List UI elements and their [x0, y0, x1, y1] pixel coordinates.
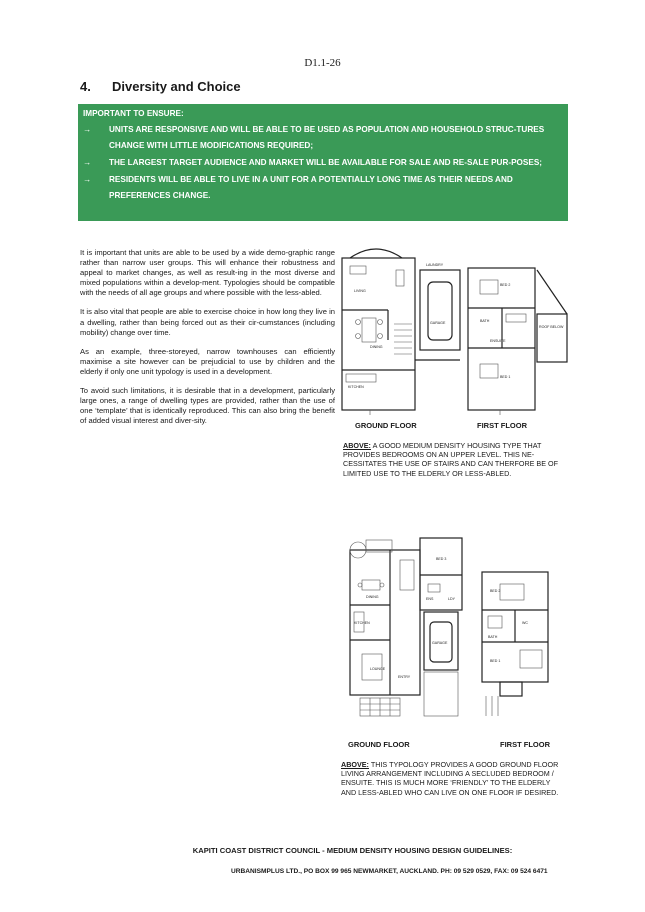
label-bath: BATH	[488, 635, 498, 639]
caption-text: A GOOD MEDIUM DENSITY HOUSING TYPE THAT PROVIDES BEDROOMS ON AN UPPER LEVEL. THIS NE-CESSITATES THE USE OF STAIRS AND CAN THERFORE BE OF LIMITED USE TO THE ELDERLY OR LESS-ABLED.	[343, 441, 558, 478]
label-kitchen: KITCHEN	[348, 385, 364, 389]
section-number: 4.	[80, 79, 91, 94]
plan2-caption	[341, 760, 565, 797]
page-number: D1.1-26	[304, 57, 341, 69]
label-living: LIVING	[354, 289, 366, 293]
paragraph: To avoid such limitations, it is desirable that in a development, particularly large ones, a range of dwelling types are provided, rather than the use of one ‘template’ that is identically reproduced. This can also bring the benefit of added visual interest and diver-sity.	[80, 386, 335, 426]
plan1-caption	[343, 441, 575, 478]
ground-floor-label: GROUND FLOOR	[348, 740, 410, 749]
callout-bullet-text: UNITS ARE RESPONSIVE AND WILL BE ABLE TO BE USED AS POPULATION AND HOUSEHOLD STRUC-TURES CHANGE WITH LITTLE MODIFICATIONS REQUIRED;	[109, 125, 545, 150]
label-bed1: BED 1	[500, 375, 511, 379]
floor-plan-townhouse-drawing	[340, 240, 570, 415]
label-bed3: BED 3	[436, 557, 447, 561]
footer-address: URBANISMPLUS LTD., PO BOX 99 965 NEWMARKET, AUCKLAND. PH: 09 529 0529, FAX: 09 524 6471	[231, 868, 548, 875]
paragraph: It is also vital that people are able to exercise choice in how long they live in a dwelling, rather than being forced out as their cir-cumstances (including mobility) change over time.	[80, 307, 335, 337]
callout-bullet-text: THE LARGEST TARGET AUDIENCE AND MARKET WILL BE AVAILABLE FOR SALE AND RE-SALE PUR-POSES;	[109, 158, 543, 167]
caption-text: THIS TYPOLOGY PROVIDES A GOOD GROUND FLOOR LIVING ARRANGEMENT INCLUDING A SECLUDED BEDROOM / ENSUITE. THIS IS MUCH MORE ‘FRIENDLY’ TO THE ELDERLY AND LESS-ABLED WHO CAN LIVE ON ONE FLOOR IF DESIRED.	[341, 760, 559, 797]
label-bath: BATH	[480, 319, 490, 323]
arrow-right-icon: →	[83, 175, 92, 184]
section-heading: Diversity and Choice	[112, 79, 241, 94]
label-wc: WC	[522, 621, 528, 625]
floor-plan-townhouse	[340, 240, 570, 415]
label-bed2: BED 2	[490, 589, 501, 593]
first-floor-label: FIRST FLOOR	[500, 740, 550, 749]
footer-title: KAPITI COAST DISTRICT COUNCIL - MEDIUM DENSITY HOUSING DESIGN GUIDELINES:	[192, 846, 513, 855]
label-bed1: BED 1	[490, 659, 501, 663]
section-title	[80, 79, 241, 94]
label-dining: DINING	[366, 595, 379, 599]
floor-plan-ground-bedroom-drawing	[340, 520, 555, 720]
caption-lead: ABOVE:	[343, 441, 371, 450]
label-roof-below: ROOF BELOW	[539, 325, 564, 329]
label-bed2: BED 2	[500, 283, 511, 287]
body-text	[80, 248, 335, 435]
label-garage: GARAGE	[430, 321, 446, 325]
label-ens: ENS	[426, 597, 434, 601]
arrow-right-icon: →	[83, 125, 92, 134]
important-callout	[78, 104, 568, 221]
label-entry: ENTRY	[398, 675, 411, 679]
label-laundry: LAUNDRY	[426, 263, 444, 267]
caption-lead: ABOVE:	[341, 760, 369, 769]
callout-heading: IMPORTANT TO ENSURE:	[83, 109, 184, 118]
label-ensuite: ENSUITE	[490, 339, 506, 343]
label-ldy: LDY	[448, 597, 455, 601]
label-kitchen: KITCHEN	[354, 621, 370, 625]
ground-floor-label: GROUND FLOOR	[355, 421, 417, 430]
callout-bullet-text: RESIDENTS WILL BE ABLE TO LIVE IN A UNIT FOR A POTENTIALLY LONG TIME AS THEIR NEEDS AND PREFERENCES CHANGE.	[109, 175, 513, 200]
arrow-right-icon: →	[83, 158, 92, 167]
label-garage: GARAGE	[432, 641, 448, 645]
label-lounge: LOUNGE	[370, 667, 386, 671]
floor-plan-ground-bedroom	[340, 520, 555, 720]
paragraph: As an example, three-storeyed, narrow townhouses can efficiently maximise a site however can be prejudicial to use by children and the elderly if only one unit typology is used in a development.	[80, 346, 335, 376]
first-floor-label: FIRST FLOOR	[477, 421, 527, 430]
label-dining: DINING	[370, 345, 383, 349]
callout-bullet	[83, 122, 562, 154]
callout-bullet	[83, 172, 562, 204]
paragraph: It is important that units are able to be used by a wide demo-graphic range rather than narrow user groups. This will enhance their robustness and appeal to market changes, as well as result-ing in the most diverse and mixed populations within a develop-ment. Typologies should be compatible with the needs of all age groups and where possible with the less-abled.	[80, 248, 335, 298]
callout-bullet	[83, 155, 562, 171]
